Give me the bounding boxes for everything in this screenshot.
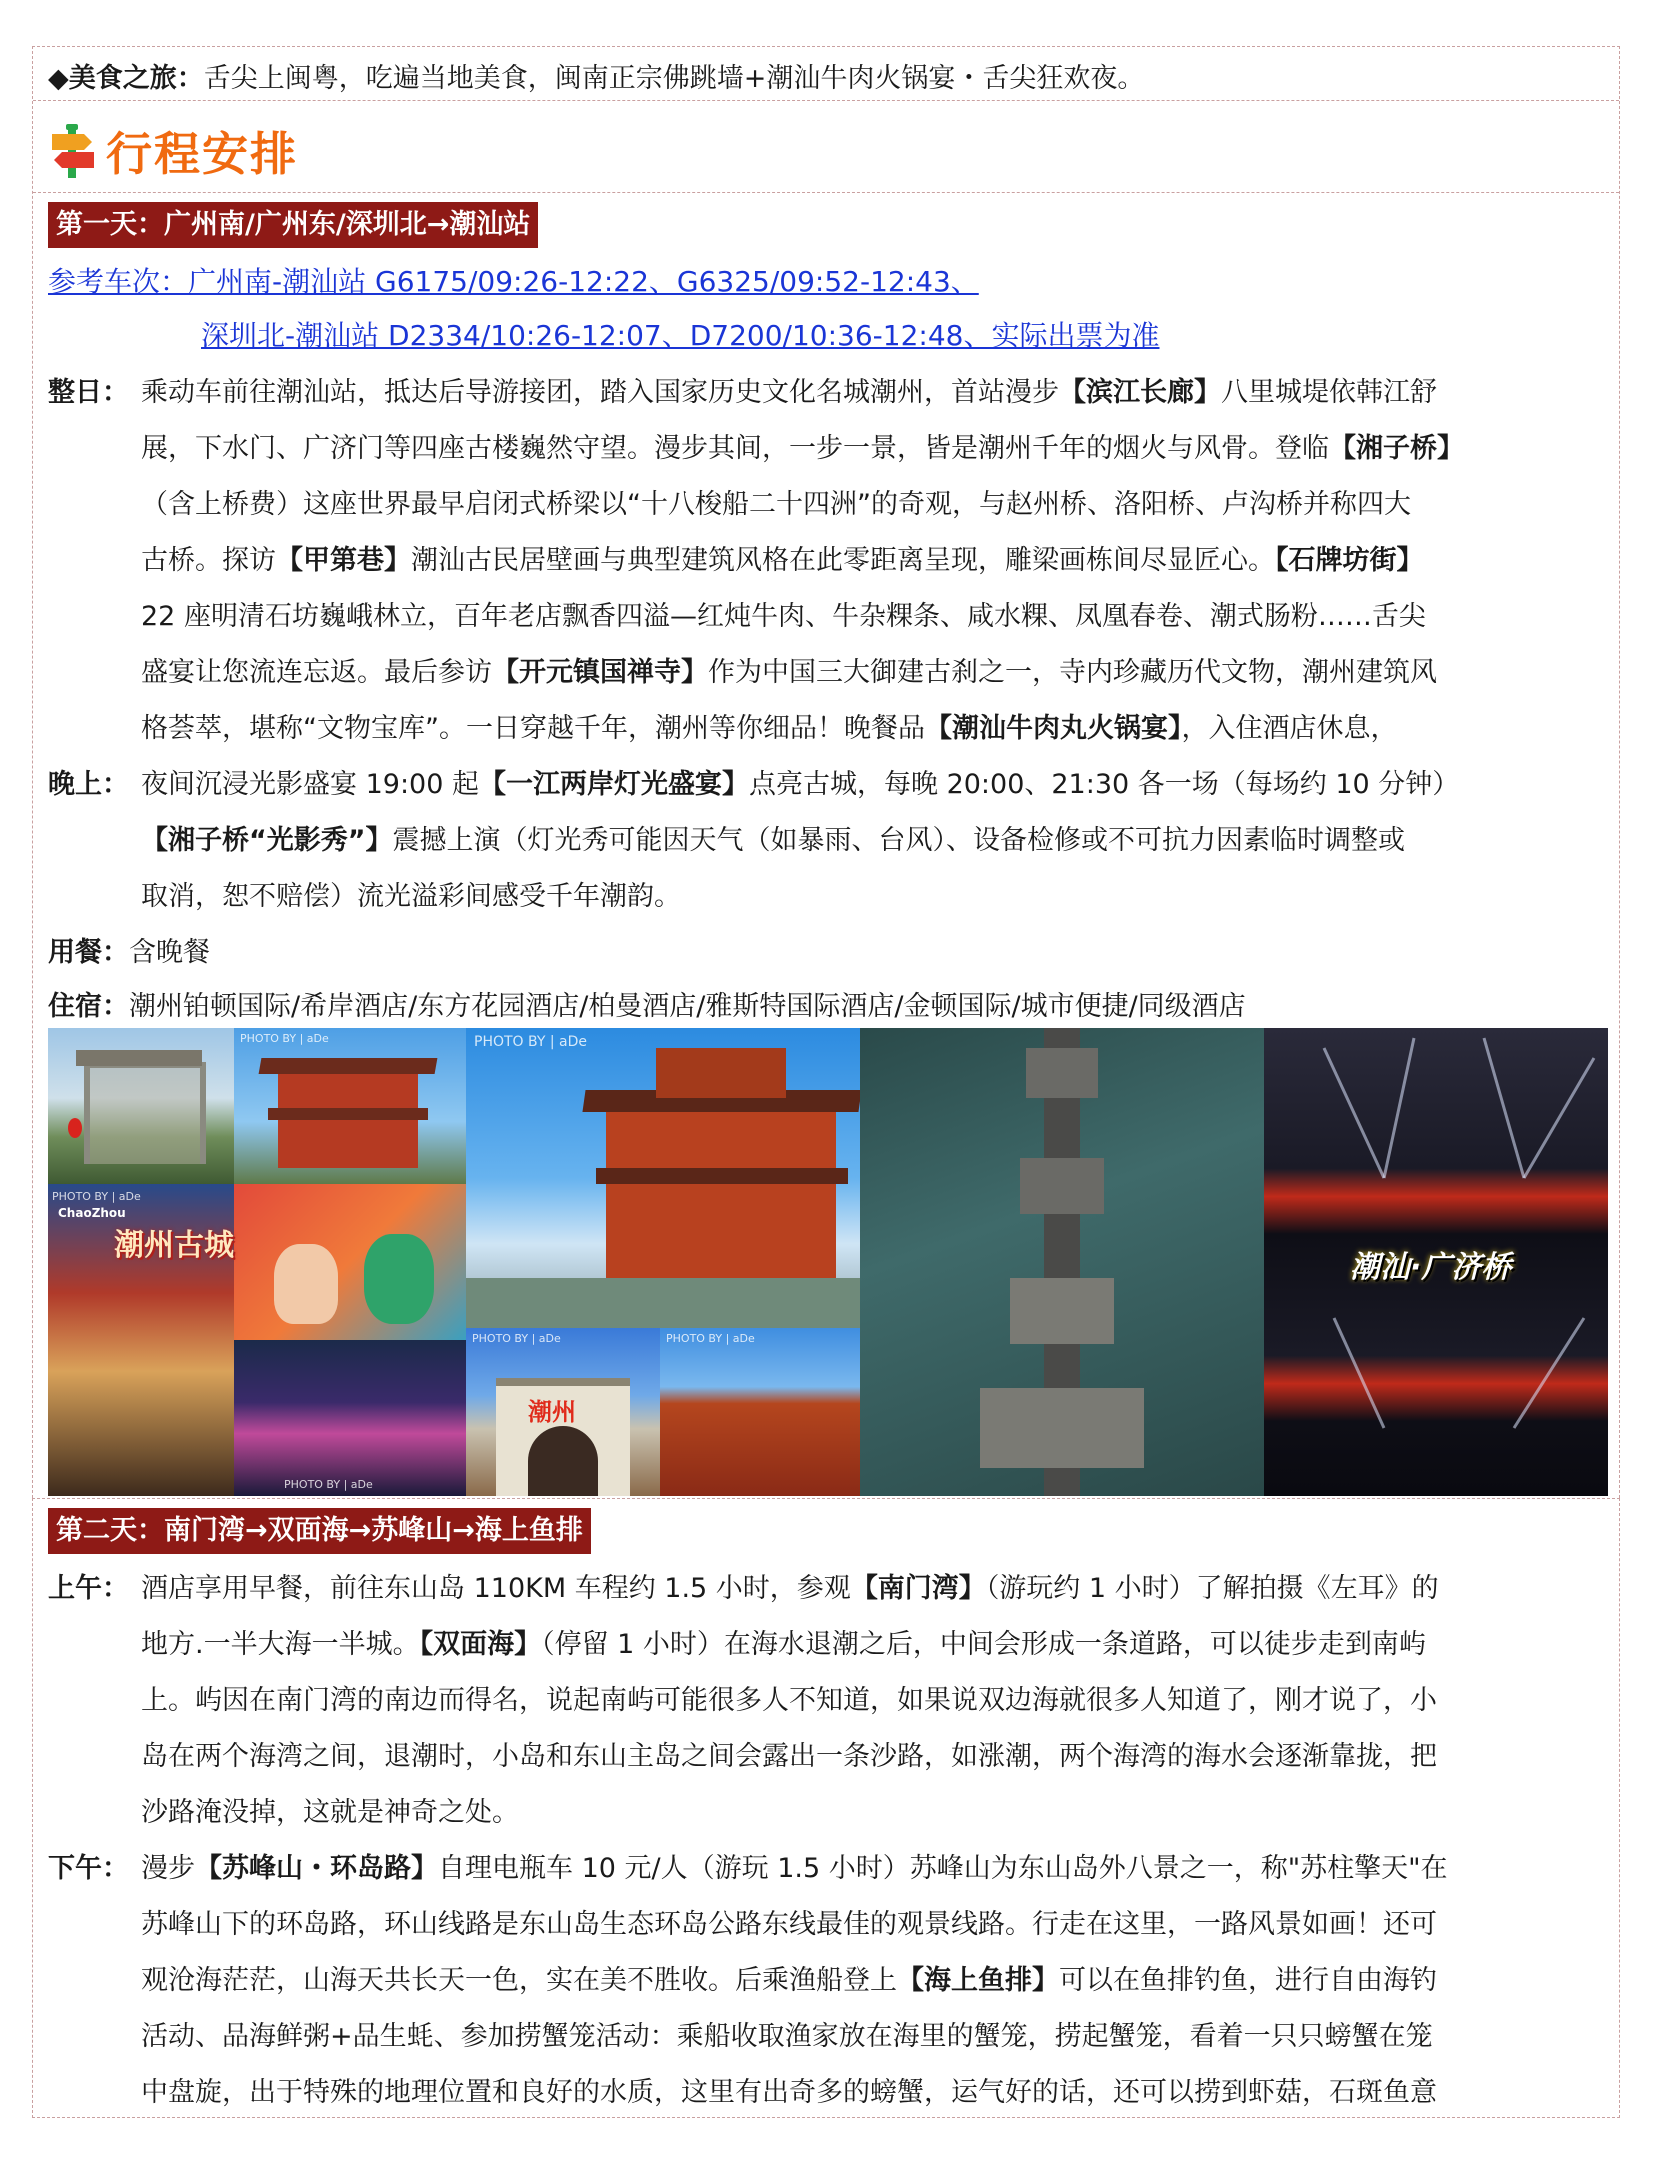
allday-line-7: 格荟萃，堪称“文物宝库”。一日穿越千年，潮州等你细品！晚餐品【潮汕牛肉丸火锅宴】，入住酒店休息，: [141, 713, 1398, 744]
day2-band: 第二天：南门湾→双面海→苏峰山→海上鱼排: [48, 1508, 591, 1554]
allday-line-4: 古桥。探访【甲第巷】潮汕古民居壁画与典型建筑风格在此零距离呈现，雕梁画栋间尽显匠心。【石牌坊街】: [141, 545, 1424, 576]
divider: [33, 100, 1619, 101]
train-reference-line1[interactable]: 参考车次：广州南-潮汕站 G6175/09:26-12:22、G6325/09:52-12:43、: [48, 265, 979, 298]
signpost-icon: [48, 122, 98, 180]
photo-mascot: [234, 1184, 466, 1340]
morning-line-1: 酒店享用早餐，前往东山岛 110KM 车程约 1.5 小时，参观【南门湾】（游玩约 1 小时）了解拍摄《左耳》的: [141, 1573, 1439, 1604]
photo-collage: PHOTO BY | aDe PHOTO BY | aDe PHOTO BY | aDe ChaoZhou 潮州古城 PHOTO BY | aDe PHOTO BY | aDe 潮州 PHOTO BY | aDe 潮汕·广济桥: [48, 1028, 1608, 1496]
photo-pavilion-small: PHOTO BY | aDe: [234, 1028, 466, 1184]
photo-city-gate: PHOTO BY | aDe 潮州: [466, 1328, 660, 1496]
morning-line-4: 岛在两个海湾之间，退潮时，小岛和东山主岛之间会露出一条沙路，如涨潮，两个海湾的海水会逐渐靠拢，把: [141, 1741, 1437, 1772]
allday-label: 整日：: [48, 377, 129, 408]
photo-pavilion-large: PHOTO BY | aDe: [466, 1028, 860, 1328]
afternoon-line-4: 活动、品海鲜粥+品生蚝、参加捞蟹笼活动：乘船收取渔家放在海里的蟹笼，捞起蟹笼，看着一只只螃蟹在笼: [141, 2021, 1433, 2052]
intro-label: 美食之旅：: [68, 63, 204, 94]
evening-line-1: 夜间沉浸光影盛宴 19:00 起【一江两岸灯光盛宴】点亮古城，每晚 20:00、21:30 各一场（每场约 10 分钟）: [141, 769, 1460, 800]
afternoon-line-1: 漫步【苏峰山・环岛路】自理电瓶车 10 元/人（游玩 1.5 小时）苏峰山为东山岛外八景之一，称"苏柱擎天"在: [141, 1853, 1448, 1884]
photo-red-building: PHOTO BY | aDe: [660, 1328, 860, 1496]
photo-night-lake: PHOTO BY | aDe: [234, 1340, 466, 1496]
afternoon-line-3: 观沧海茫茫，山海天共长天一色，实在美不胜收。后乘渔船登上【海上鱼排】可以在鱼排钓鱼，进行自由海钓: [141, 1965, 1437, 1996]
allday-line-5: 22 座明清石坊巍峨林立，百年老店飘香四溢—红炖牛肉、牛杂粿条、咸水粿、凤凰春卷、潮式肠粉……舌尖: [141, 601, 1426, 632]
meal-row: 用餐：含晚餐: [48, 937, 210, 968]
morning-line-2: 地方.一半大海一半城。【双面海】（停留 1 小时）在海水退潮之后，中间会形成一条道路，可以徒步走到南屿: [141, 1629, 1426, 1660]
section-title-text: 行程安排: [106, 127, 298, 181]
train-reference-line2[interactable]: 深圳北-潮汕站 D2334/10:26-12:07、D7200/10:36-12:48、实际出票为准: [201, 319, 1160, 352]
diamond-bullet-icon: ◆: [48, 63, 69, 94]
allday-line-6: 盛宴让您流连忘返。最后参访【开元镇国禅寺】作为中国三大御建古刹之一，寺内珍藏历代文物，潮州建筑风: [141, 657, 1437, 688]
intro-text: 舌尖上闽粤，吃遍当地美食，闽南正宗佛跳墙+潮汕牛肉火锅宴・舌尖狂欢夜。: [203, 63, 1145, 94]
intro-line: [48, 60, 1144, 98]
afternoon-line-5: 中盘旋，出于特殊的地理位置和良好的水质，这里有出奇多的螃蟹，运气好的话，还可以捞到虾菇，石斑鱼意: [141, 2077, 1437, 2108]
allday-line-1: 乘动车前往潮汕站，抵达后导游接团，踏入国家历史文化名城潮州，首站漫步【滨江长廊】八里城堤依韩江舒: [141, 377, 1437, 408]
allday-line-3: （含上桥费）这座世界最早启闭式桥梁以“十八梭船二十四洲”的奇观，与赵州桥、洛阳桥、卢沟桥并称四大: [141, 489, 1411, 520]
morning-label: 上午：: [48, 1573, 129, 1604]
evening-line-3: 取消，恕不赔偿）流光溢彩间感受千年潮韵。: [141, 881, 681, 912]
section-title: [48, 116, 298, 186]
afternoon-label: 下午：: [48, 1853, 129, 1884]
afternoon-line-2: 苏峰山下的环岛路，环山线路是东山岛生态环岛公路东线最佳的观景线路。行走在这里，一路风景如画！还可: [141, 1909, 1437, 1940]
day1-band: 第一天：广州南/广州东/深圳北→潮汕站: [48, 202, 538, 248]
photo-old-town: PHOTO BY | aDe: [48, 1184, 234, 1496]
evening-label: 晚上：: [48, 769, 129, 800]
bridge-title: 潮汕·广济桥: [1350, 1250, 1512, 1285]
divider: [33, 192, 1619, 193]
hotel-row: 住宿：潮州铂顿国际/希岸酒店/东方花园酒店/柏曼酒店/雅斯特国际酒店/金顿国际/城市便捷/同级酒店: [48, 991, 1246, 1022]
photo-light-show: [1264, 1028, 1608, 1496]
photo-bridge-aerial: [860, 1028, 1264, 1496]
morning-line-3: 上。屿因在南门湾的南边而得名，说起南屿可能很多人不知道，如果说双边海就很多人知道了，刚才说了，小: [141, 1685, 1437, 1716]
allday-line-2: 展，下水门、广济门等四座古楼巍然守望。漫步其间，一步一景，皆是潮州千年的烟火与风骨。登临【湘子桥】: [141, 433, 1464, 464]
evening-line-2: 【湘子桥“光影秀”】震撼上演（灯光秀可能因天气（如暴雨、台风）、设备检修或不可抗力因素临时调整或: [141, 825, 1405, 856]
morning-line-5: 沙路淹没掉，这就是神奇之处。: [141, 1797, 519, 1828]
collage-title: 潮州古城: [114, 1228, 234, 1263]
photo-archway: [48, 1028, 234, 1184]
